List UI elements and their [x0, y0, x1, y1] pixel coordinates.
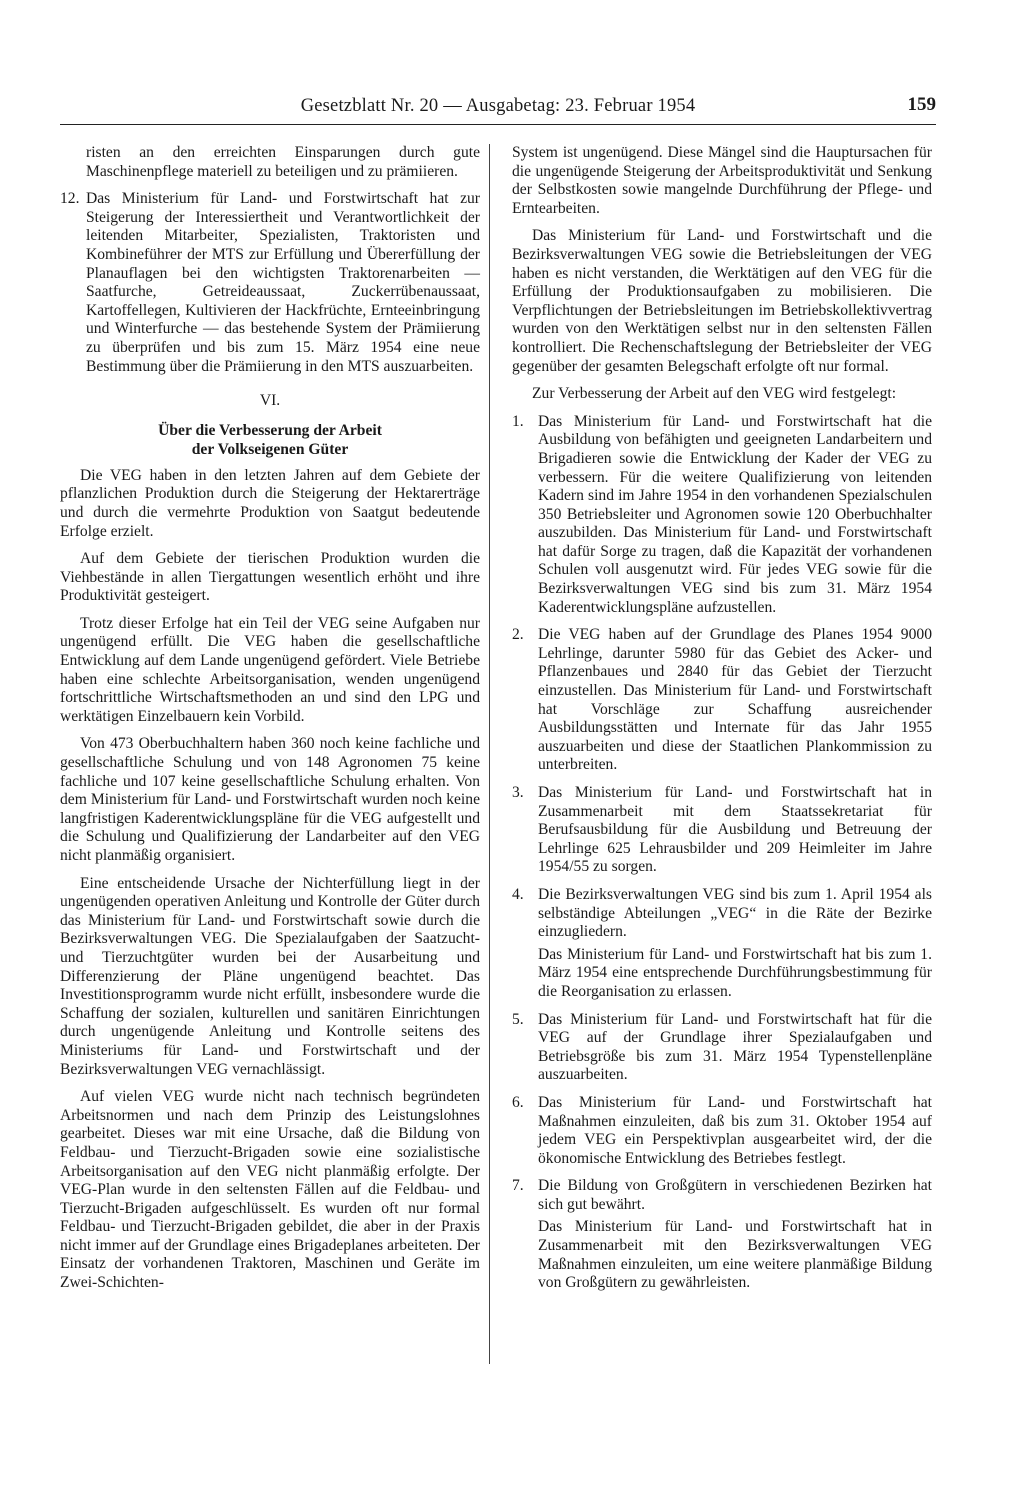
page-number: 159	[907, 94, 936, 115]
section-title-line-1: Über die Verbesserung der Arbeit	[158, 421, 382, 439]
paragraph: Auf vielen VEG wurde nicht nach technisch begründeten Arbeitsnormen und nach dem Prinzip des Leistungslohnes gearbeitet. Dieses war mit eine Ursache, daß die Bildung von Feldbau- und Tierzucht-Brigaden sowie eine sozialistische Arbeitsorganisation auf den VEG nicht planmäßig erfolgte. Der VEG-Plan wurde in den seltensten Fällen auf die Feldbau- und Tierzucht-Brigaden aufgeschlüsselt. Es wurden oft nur formal Feldbau- und Tierzucht-Brigaden gebildet, die aber in der Praxis nicht immer auf der Grundlage eines Brigadeplanes arbeiteten. Der Einsatz der vorhandenen Traktoren, Maschinen und Geräte im Zwei-Schichten-	[60, 1088, 480, 1292]
paragraph: Trotz dieser Erfolge hat ein Teil der VEG seine Aufgaben nur ungenügend erfüllt. Die VEG haben die gesellschaftliche Entwicklung auf dem Lande ungenügend gefördert. Viele Betriebe haben eine schlechte Arbeitsorganisation, wenden ungenügend fortschrittliche Wirtschaftsmethoden an und sind den LPG und werktätigen Einzelbauern kein Vorbild.	[60, 614, 480, 725]
left-column	[60, 144, 480, 1302]
list-item-number: 12.	[60, 190, 80, 208]
list-item-12	[60, 190, 480, 376]
list-item-number	[512, 1218, 538, 1292]
paragraph: Auf dem Gebiete der tierischen Produktion wurden die Viehbestände in allen Tiergattungen wesentlich erhöht und ihre Produktivität gesteigert.	[60, 550, 480, 605]
list-item-5	[512, 1011, 932, 1085]
list-item-number: 3.	[512, 784, 524, 801]
list-item-text: Die Bezirksverwaltungen VEG sind bis zum 1. April 1954 als selbständige Abteilungen „VEG“ in die Räte der Bezirke einzugliedern.	[538, 885, 932, 941]
paragraph: Von 473 Oberbuchhaltern haben 360 noch keine fachliche und gesellschaftliche Schulung und von 148 Agronomen 75 keine fachliche und 107 keine gesellschaftliche Schulung erhalten. Von dem Ministerium für Land- und Forstwirtschaft wurden noch keine langfristigen Kaderentwicklungspläne für die VEG aufgestellt und die Schulung und Qualifizierung der Landarbeiter auf den VEG nicht planmäßig organisiert.	[60, 735, 480, 864]
list-item-text: Das Ministerium für Land- und Forstwirtschaft hat in Zusammenarbeit mit dem Staatssekretariat für Berufsausbildung für die Ausbildung und Betreuung der Lehrlinge 625 Lehrausbilder und 209 Heimleiter im Jahre 1954/55 zu sorgen.	[538, 784, 932, 876]
list-item-7	[512, 1177, 932, 1214]
list-item-number: 6.	[512, 1093, 524, 1111]
list-item-3	[512, 784, 932, 877]
paragraph: Zur Verbesserung der Arbeit auf den VEG wird festgelegt:	[532, 385, 897, 403]
list-item-text: Das Ministerium für Land- und Forstwirtschaft hat bis zum 1. März 1954 eine entsprechende Durchführungsbestimmung für die Reorganisation zu erlassen.	[538, 945, 932, 1000]
list-item-text: Das Ministerium für Land- und Forstwirtschaft hat für die VEG auf der Grundlage ihrer Spezialaufgaben und Betriebsgröße bis zum 31. März 1954 Typenstellenpläne auszuarbeiten.	[538, 1010, 932, 1084]
list-item-6	[512, 1094, 932, 1168]
section-number: VI.	[259, 392, 281, 410]
list-item-number	[512, 946, 538, 1002]
list-item-text: Die Bildung von Großgütern in verschiedenen Bezirken hat sich gut bewährt.	[538, 1177, 932, 1213]
section-title	[60, 421, 480, 459]
paragraph: Die VEG haben in den letzten Jahren auf dem Gebiete der pflanzlichen Produktion durch die Steigerung der Hektarerträge und durch die vermehrte Produktion von Saatgut bedeutende Erfolge erzielt.	[60, 466, 480, 540]
list-item-2	[512, 626, 932, 775]
list-item-number: 2.	[512, 626, 524, 644]
list-item-text: Das Ministerium für Land- und Forstwirtschaft hat die Ausbildung von befähigten und geeigneten Landarbeitern und Brigadieren sowie die Entwicklung der Kader der VEG zu verbessern. Für die weitere Qualifizierung von leitenden Kadern sind im Jahre 1954 in den vorhandenen Spezialschulen 350 Betriebsleiter und Agronomen sowie 120 Oberbuchhalter auszubilden. Das Ministerium für Land- und Forstwirtschaft hat dafür Sorge zu tragen, daß die Kapazität der vorhandenen Schulen voll ausgenutzt wird. Für jedes VEG sowie für die Bezirksverwaltungen VEG sind bis zum 31. März 1954 Kaderentwicklungspläne aufzustellen.	[538, 412, 932, 616]
continued-item	[60, 144, 480, 181]
paragraph: Das Ministerium für Land- und Forstwirtschaft und die Bezirksverwaltungen VEG sowie die Betriebsleitungen der VEG haben es nicht verstanden, die Werktätigen auf den VEG für die Erfüllung der Produktionsaufgaben zu mobilisieren. Die Verpflichtungen der Betriebsleitungen im Betriebskollektivvertrag wurden von den Werktätigen selbst nur in den seltensten Fällen kontrolliert. Die Rechenschaftslegung der Betriebsleiter der VEG gegenüber der gesamten Belegschaft erfolgte oft nur formal.	[512, 227, 932, 375]
header-title: Gesetzblatt Nr. 20 — Ausgabetag: 23. Februar 1954	[300, 96, 696, 116]
list-item-number: 1.	[512, 412, 524, 430]
page-header	[60, 94, 936, 125]
paragraph: Eine entscheidende Ursache der Nichterfüllung liegt in der ungenügenden operativen Anleitung und Kontrolle der Güter durch das Ministerium für Land- und Forstwirtschaft sowie durch die Bezirksverwaltungen VEG. Die Spezialaufgaben der Saatzucht- und Tierzuchtgüter wurden bei der Ausarbeitung und Differenzierung der Pläne ungenügend beachtet. Das Investitionsprogramm wurde nicht erfüllt, insbesondere wurde die Schaffung der sozialen, kulturellen und sanitären Einrichtungen durch ungenügende Anleitung und Kontrolle seitens des Ministeriums für Land- und Forstwirtschaft und der Bezirksverwaltungen VEG vernachlässigt.	[60, 874, 480, 1078]
list-item-4	[512, 886, 932, 942]
list-item-4-continued	[512, 946, 932, 1002]
list-item-number: 5.	[512, 1010, 524, 1028]
list-item-number: 7.	[512, 1177, 524, 1195]
list-item-text: Das Ministerium für Land- und Forstwirtschaft hat in Zusammenarbeit mit den Bezirksverwaltungen VEG Maßnahmen einzuleiten, um eine weitere planmäßige Bildung von Großgütern zu gewährleisten.	[538, 1218, 932, 1292]
list-item-text: Die VEG haben auf der Grundlage des Planes 1954 9000 Lehrlinge, darunter 5980 für das Gebiet des Acker- und Pflanzenbaues und 2840 für das Gebiet der Tierzucht einzustellen. Das Ministerium für Land- und Forstwirtschaft hat Vorschläge zur Schaffung ausreichender Ausbildungsstätten und Internate für das Jahr 1955 auszuarbeiten und diese der Staatlichen Plankommission zu unterbreiten.	[538, 626, 932, 774]
right-column	[512, 144, 932, 1302]
list-item-number: 4.	[512, 885, 524, 903]
list-item-text: Das Ministerium für Land- und Forstwirtschaft hat Maßnahmen einzuleiten, daß bis zum 31. Oktober 1954 auf jedem VEG ein Perspektivplan ausgearbeitet wird, der die ökonomische Entwicklung des Betriebes festlegt.	[538, 1093, 932, 1167]
list-item-7-continued	[512, 1218, 932, 1292]
continued-item-text: risten an den erreichten Einsparungen durch gute Maschinenpflege materiell zu beteiligen und zu prämiieren.	[86, 144, 480, 180]
section-title-line-2: der Volkseigenen Güter	[191, 440, 349, 458]
column-divider	[489, 144, 490, 1364]
list-item-text: Das Ministerium für Land- und Forstwirtschaft hat zur Steigerung der Interessiertheit und Verantwortlichkeit der leitenden Mitarbeiter, Spezialisten, Traktoristen und Kombineführer der MTS zur Erfüllung und Übererfüllung der Planauflagen bei den wichtigsten Traktorenarbeiten — Saatfurche, Getreideaussaat, Zuckerrübenaussaat, Kartoffellegen, Kultivieren der Hackfrüchte, Ernteeinbringung und Winterfurche — das bestehende System der Prämiierung zu überprüfen und bis zum 15. März 1954 eine neue Bestimmung über die Prämiierung in den MTS auszuarbeiten.	[86, 190, 480, 375]
continued-paragraph: System ist ungenügend. Diese Mängel sind die Hauptursachen für die ungenügende Steigerung der Arbeitsproduktivität und Senkung der Selbstkosten sowie mangelnde Durchführung der Pflege- und Erntearbeiten.	[512, 144, 932, 217]
list-item-1	[512, 413, 932, 618]
